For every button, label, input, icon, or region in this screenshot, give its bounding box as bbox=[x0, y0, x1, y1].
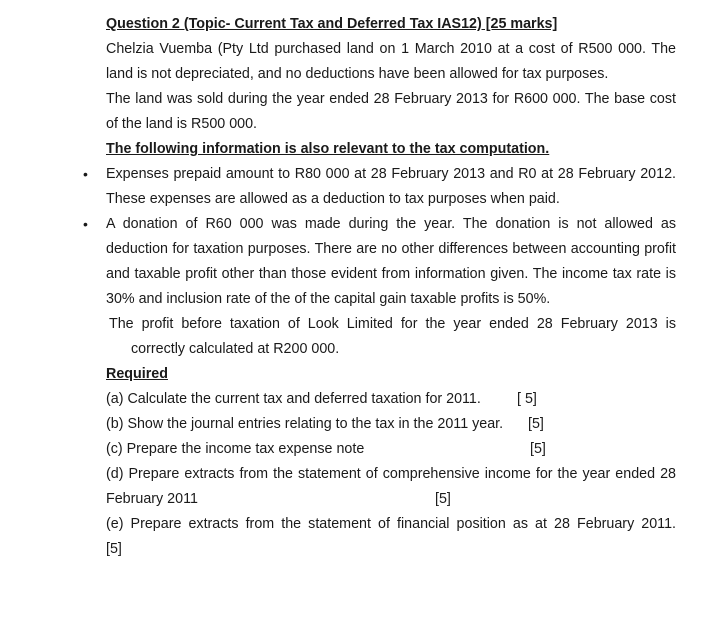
question-content bbox=[83, 12, 676, 562]
bullet-icon: • bbox=[83, 216, 88, 232]
list-item bbox=[83, 212, 676, 312]
required-item-text: February 2011 bbox=[106, 491, 198, 507]
required-item-e: (e) Prepare extracts from the statement of financial position as at 28 February 2011. bbox=[106, 516, 676, 532]
required-item-marks: [5] bbox=[528, 416, 544, 432]
required-item-b bbox=[106, 412, 676, 437]
profit-statement-line-1: The profit before taxation of Look Limited for the year ended 28 February 2013 is bbox=[109, 316, 676, 332]
bullet-icon: • bbox=[83, 166, 88, 182]
list-item bbox=[83, 162, 676, 212]
bullet-text: Expenses prepaid amount to R80 000 at 28 February 2013 and R0 at 28 February 2012. These expenses are allowed as a deduction to tax purposes when paid. bbox=[106, 166, 676, 207]
question-title: Question 2 (Topic- Current Tax and Deferred Tax IAS12) [25 marks] bbox=[106, 16, 558, 32]
required-item-text: (b) Show the journal entries relating to the tax in the 2011 year. bbox=[106, 416, 504, 432]
required-item-text: (a) Calculate the current tax and deferred taxation for 2011. bbox=[106, 391, 481, 407]
required-item-marks: [5] bbox=[530, 441, 546, 457]
required-item-a bbox=[106, 387, 676, 412]
intro-paragraph-1: Chelzia Vuemba (Pty Ltd purchased land on 1 March 2010 at a cost of R500 000. The land is not depreciated, and no deductions have been allowed for tax purposes. bbox=[106, 41, 676, 82]
bullet-text: A donation of R60 000 was made during the year. The donation is not allowed as deduction for taxation purposes. There are no other differences between accounting profit and taxable profit other than those evident from information given. The income tax rate is 30% and inclusion rate of the of the capital gain taxable profits is 50%. bbox=[106, 216, 676, 307]
required-item-d-line-1: (d) Prepare extracts from the statement of comprehensive income for the year ended 28 bbox=[106, 466, 676, 482]
required-item-marks: [ 5] bbox=[517, 391, 537, 407]
required-item-marks: [5] bbox=[435, 491, 451, 507]
info-heading: The following information is also relevant to the tax computation. bbox=[106, 141, 550, 157]
required-item-d-line-2 bbox=[106, 487, 676, 512]
intro-paragraph-2: The land was sold during the year ended 28 February 2013 for R600 000. The base cost of the land is R500 000. bbox=[106, 91, 676, 132]
profit-statement-line-2: correctly calculated at R200 000. bbox=[131, 341, 340, 357]
required-item-e-marks: [5] bbox=[106, 541, 122, 557]
required-item-text: (c) Prepare the income tax expense note bbox=[106, 441, 365, 457]
required-heading: Required bbox=[106, 366, 168, 382]
info-bullet-list bbox=[83, 162, 676, 312]
required-item-c bbox=[106, 437, 676, 462]
